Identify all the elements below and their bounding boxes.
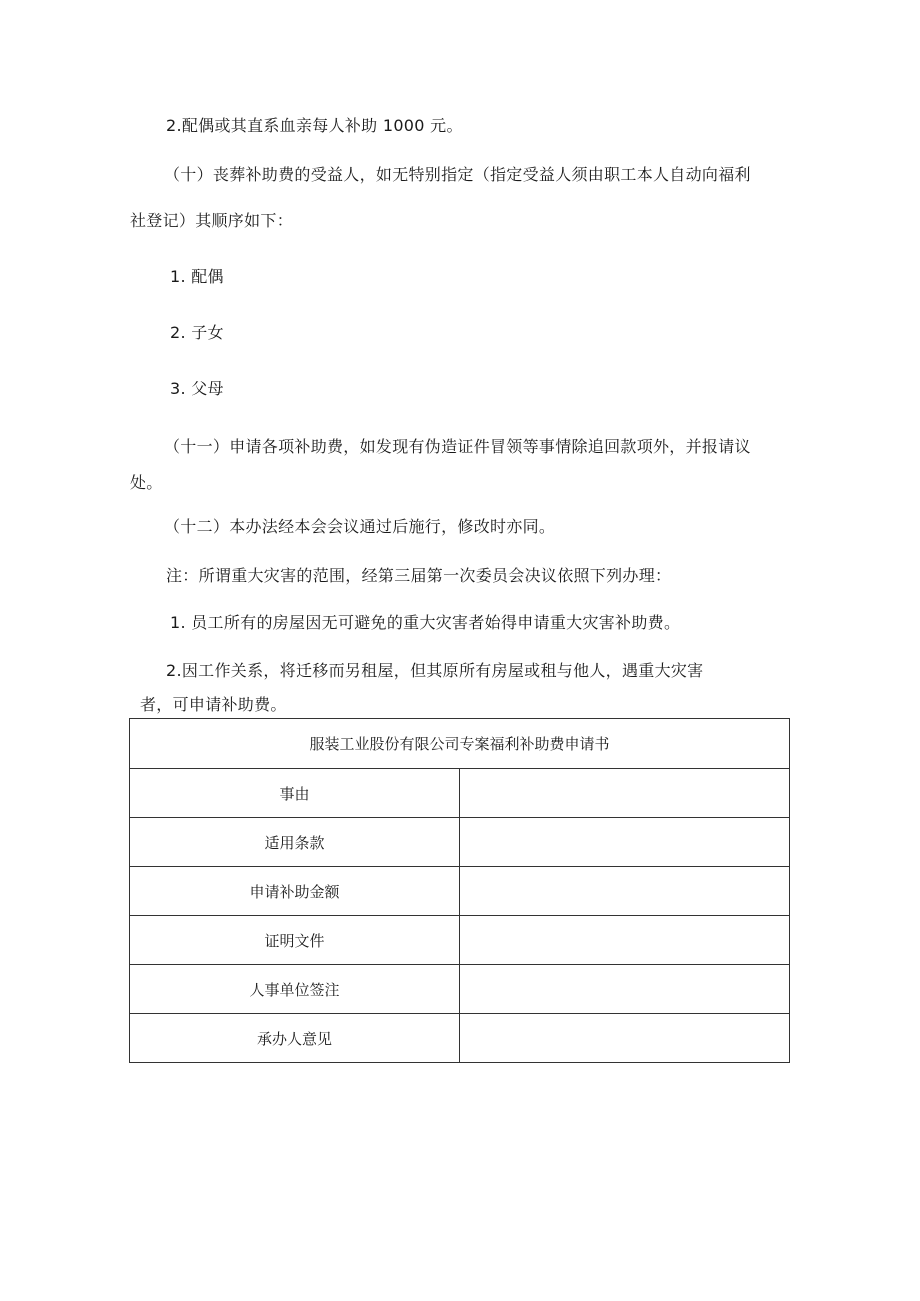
field-label-documents: 证明文件 bbox=[130, 916, 460, 965]
field-label-clause: 适用条款 bbox=[130, 818, 460, 867]
field-label-amount: 申请补助金额 bbox=[130, 867, 460, 916]
field-value-clause[interactable] bbox=[460, 818, 790, 867]
field-label-handler-opinion: 承办人意见 bbox=[130, 1014, 460, 1063]
form-title: 服装工业股份有限公司专案福利补助费申请书 bbox=[130, 719, 790, 769]
field-label-hr-signoff: 人事单位签注 bbox=[130, 965, 460, 1014]
paragraph-note-item-2-cont: 者，可申请补助费。 bbox=[140, 695, 287, 714]
field-value-amount[interactable] bbox=[460, 867, 790, 916]
table-row bbox=[130, 1014, 790, 1063]
application-form-table bbox=[129, 718, 790, 1063]
table-row bbox=[130, 916, 790, 965]
list-item-children: 2. 子女 bbox=[170, 323, 224, 342]
table-row bbox=[130, 769, 790, 818]
table-row bbox=[130, 965, 790, 1014]
list-item-spouse: 1. 配偶 bbox=[170, 267, 224, 286]
paragraph-effective-clause: （十二）本办法经本会会议通过后施行，修改时亦同。 bbox=[164, 517, 556, 536]
paragraph-forgery-clause-cont: 处。 bbox=[130, 473, 163, 492]
paragraph-note: 注：所谓重大灾害的范围，经第三届第一次委员会决议依照下列办理： bbox=[166, 566, 672, 585]
paragraph-note-item-2: 2.因工作关系，将迁移而另租屋，但其原所有房屋或租与他人，遇重大灾害 bbox=[166, 661, 704, 680]
paragraph-spouse-subsidy: 2.配偶或其直系血亲每人补助 1000 元。 bbox=[166, 116, 463, 135]
list-item-parents: 3. 父母 bbox=[170, 379, 224, 398]
paragraph-note-item-1: 1. 员工所有的房屋因无可避免的重大灾害者始得申请重大灾害补助费。 bbox=[170, 613, 681, 632]
form-title-row bbox=[130, 719, 790, 769]
field-value-reason[interactable] bbox=[460, 769, 790, 818]
table-row bbox=[130, 867, 790, 916]
field-label-reason: 事由 bbox=[130, 769, 460, 818]
paragraph-forgery-clause: （十一）申请各项补助费，如发现有伪造证件冒领等事情除追回款项外，并报请议 bbox=[164, 437, 751, 456]
paragraph-funeral-beneficiary: （十）丧葬补助费的受益人，如无特别指定（指定受益人须由职工本人自动向福利 bbox=[164, 165, 751, 184]
paragraph-funeral-beneficiary-cont: 社登记）其顺序如下： bbox=[130, 211, 294, 230]
field-value-handler-opinion[interactable] bbox=[460, 1014, 790, 1063]
table-row bbox=[130, 818, 790, 867]
field-value-documents[interactable] bbox=[460, 916, 790, 965]
field-value-hr-signoff[interactable] bbox=[460, 965, 790, 1014]
